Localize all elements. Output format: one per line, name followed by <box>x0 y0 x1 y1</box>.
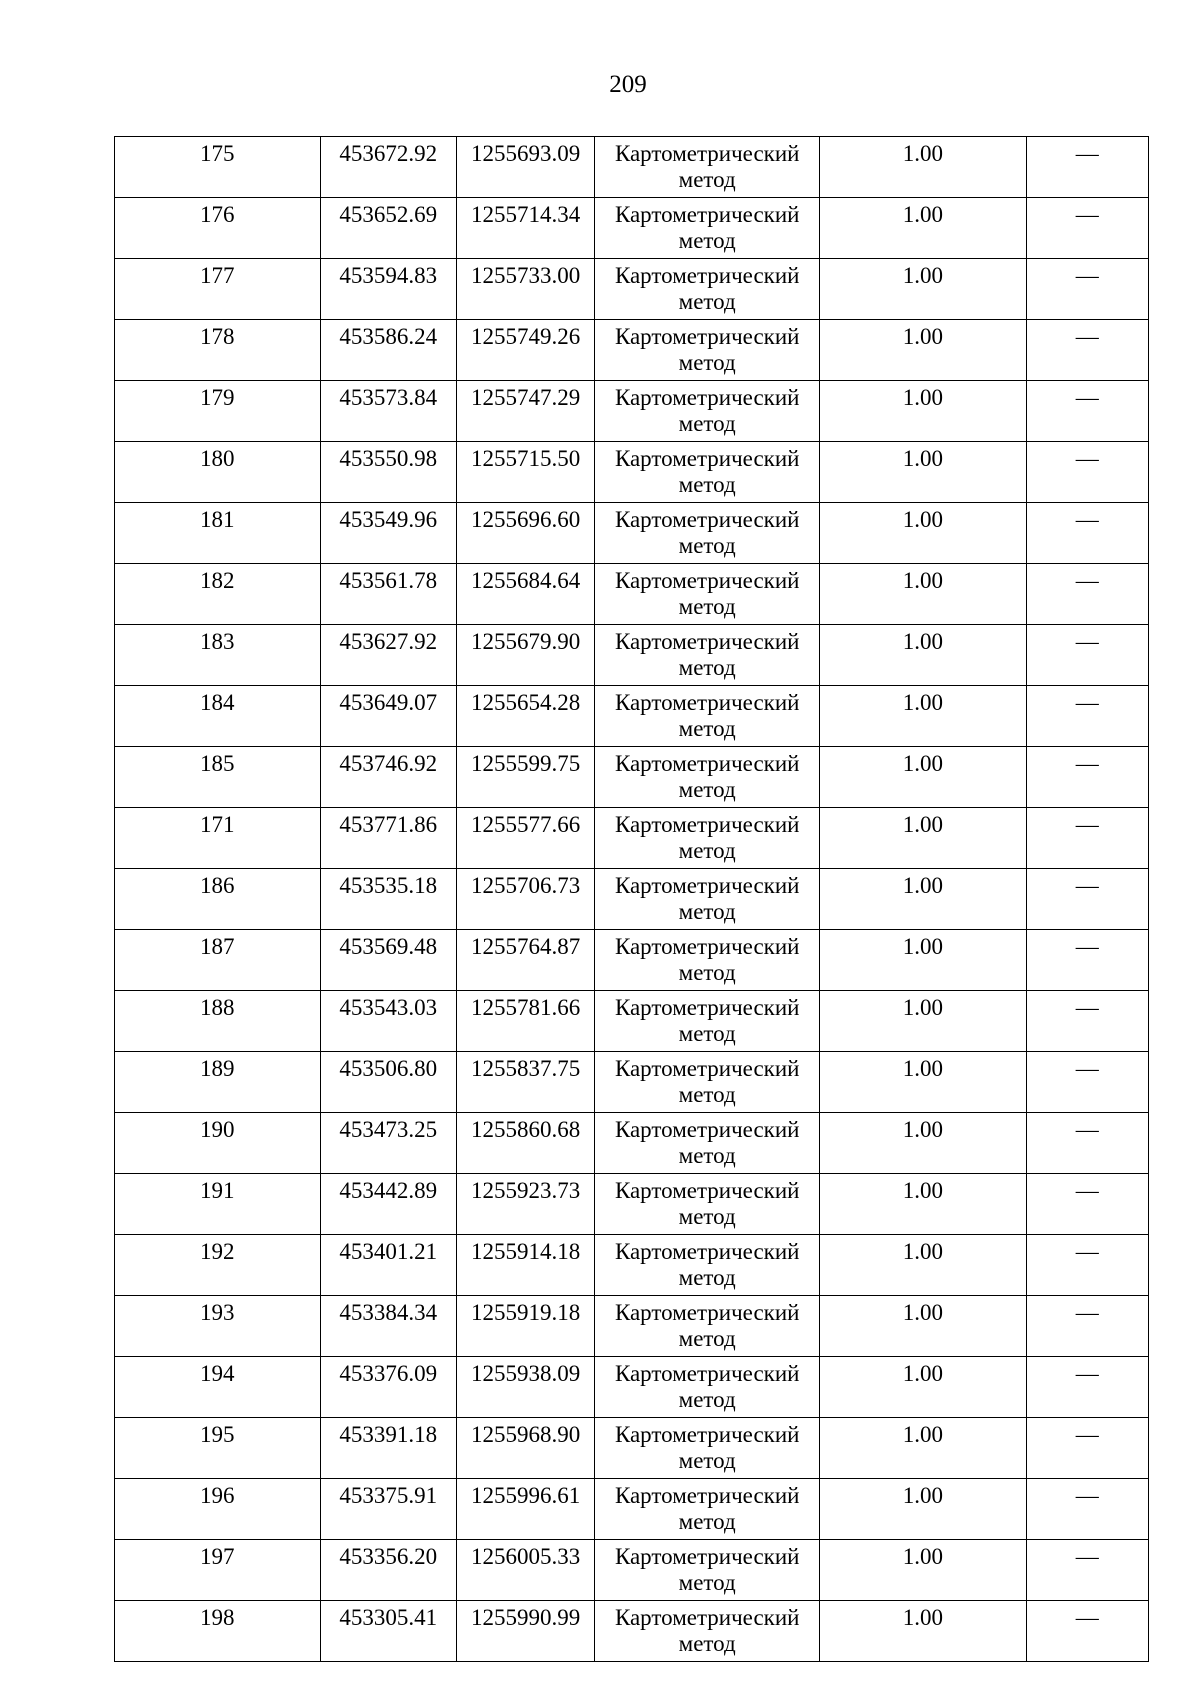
method-cell: Картометрический метод <box>595 1052 820 1113</box>
x-coordinate-cell: 453573.84 <box>320 381 456 442</box>
y-coordinate-cell: 1255837.75 <box>456 1052 594 1113</box>
y-coordinate-cell: 1255693.09 <box>456 137 594 198</box>
x-coordinate-cell: 453586.24 <box>320 320 456 381</box>
x-coordinate-cell: 453672.92 <box>320 137 456 198</box>
note-cell: — <box>1026 747 1148 808</box>
x-coordinate-cell: 453473.25 <box>320 1113 456 1174</box>
accuracy-cell: 1.00 <box>820 320 1027 381</box>
method-cell: Картометрический метод <box>595 1540 820 1601</box>
table-row <box>115 503 1149 564</box>
point-number-cell: 196 <box>115 1479 321 1540</box>
y-coordinate-cell: 1255696.60 <box>456 503 594 564</box>
method-cell: Картометрический метод <box>595 1418 820 1479</box>
method-cell: Картометрический метод <box>595 198 820 259</box>
y-coordinate-cell: 1255599.75 <box>456 747 594 808</box>
table-row <box>115 1174 1149 1235</box>
note-cell: — <box>1026 1479 1148 1540</box>
x-coordinate-cell: 453442.89 <box>320 1174 456 1235</box>
point-number-cell: 187 <box>115 930 321 991</box>
table-row <box>115 1235 1149 1296</box>
x-coordinate-cell: 453594.83 <box>320 259 456 320</box>
table-row <box>115 259 1149 320</box>
note-cell: — <box>1026 930 1148 991</box>
point-number-cell: 191 <box>115 1174 321 1235</box>
table-row <box>115 808 1149 869</box>
y-coordinate-cell: 1255860.68 <box>456 1113 594 1174</box>
x-coordinate-cell: 453561.78 <box>320 564 456 625</box>
table-row <box>115 1296 1149 1357</box>
point-number-cell: 198 <box>115 1601 321 1662</box>
accuracy-cell: 1.00 <box>820 991 1027 1052</box>
x-coordinate-cell: 453649.07 <box>320 686 456 747</box>
x-coordinate-cell: 453746.92 <box>320 747 456 808</box>
point-number-cell: 193 <box>115 1296 321 1357</box>
x-coordinate-cell: 453771.86 <box>320 808 456 869</box>
x-coordinate-cell: 453375.91 <box>320 1479 456 1540</box>
note-cell: — <box>1026 1052 1148 1113</box>
accuracy-cell: 1.00 <box>820 1601 1027 1662</box>
y-coordinate-cell: 1255990.99 <box>456 1601 594 1662</box>
table-body <box>115 137 1149 1662</box>
accuracy-cell: 1.00 <box>820 625 1027 686</box>
y-coordinate-cell: 1255764.87 <box>456 930 594 991</box>
note-cell: — <box>1026 1601 1148 1662</box>
point-number-cell: 192 <box>115 1235 321 1296</box>
method-cell: Картометрический метод <box>595 1601 820 1662</box>
table-row <box>115 747 1149 808</box>
y-coordinate-cell: 1255914.18 <box>456 1235 594 1296</box>
y-coordinate-cell: 1255938.09 <box>456 1357 594 1418</box>
x-coordinate-cell: 453543.03 <box>320 991 456 1052</box>
point-number-cell: 182 <box>115 564 321 625</box>
note-cell: — <box>1026 869 1148 930</box>
table-row <box>115 930 1149 991</box>
coordinates-table <box>114 136 1149 1662</box>
method-cell: Картометрический метод <box>595 808 820 869</box>
accuracy-cell: 1.00 <box>820 1296 1027 1357</box>
accuracy-cell: 1.00 <box>820 808 1027 869</box>
method-cell: Картометрический метод <box>595 1357 820 1418</box>
point-number-cell: 188 <box>115 991 321 1052</box>
point-number-cell: 197 <box>115 1540 321 1601</box>
point-number-cell: 181 <box>115 503 321 564</box>
note-cell: — <box>1026 625 1148 686</box>
x-coordinate-cell: 453627.92 <box>320 625 456 686</box>
point-number-cell: 179 <box>115 381 321 442</box>
y-coordinate-cell: 1255679.90 <box>456 625 594 686</box>
accuracy-cell: 1.00 <box>820 564 1027 625</box>
x-coordinate-cell: 453305.41 <box>320 1601 456 1662</box>
accuracy-cell: 1.00 <box>820 1418 1027 1479</box>
method-cell: Картометрический метод <box>595 1174 820 1235</box>
method-cell: Картометрический метод <box>595 1235 820 1296</box>
table-row <box>115 1540 1149 1601</box>
x-coordinate-cell: 453652.69 <box>320 198 456 259</box>
x-coordinate-cell: 453401.21 <box>320 1235 456 1296</box>
accuracy-cell: 1.00 <box>820 930 1027 991</box>
accuracy-cell: 1.00 <box>820 1540 1027 1601</box>
note-cell: — <box>1026 1235 1148 1296</box>
note-cell: — <box>1026 808 1148 869</box>
y-coordinate-cell: 1256005.33 <box>456 1540 594 1601</box>
accuracy-cell: 1.00 <box>820 1174 1027 1235</box>
method-cell: Картометрический метод <box>595 381 820 442</box>
method-cell: Картометрический метод <box>595 564 820 625</box>
point-number-cell: 184 <box>115 686 321 747</box>
accuracy-cell: 1.00 <box>820 1357 1027 1418</box>
point-number-cell: 189 <box>115 1052 321 1113</box>
table-row <box>115 1357 1149 1418</box>
accuracy-cell: 1.00 <box>820 869 1027 930</box>
method-cell: Картометрический метод <box>595 503 820 564</box>
method-cell: Картометрический метод <box>595 747 820 808</box>
method-cell: Картометрический метод <box>595 259 820 320</box>
point-number-cell: 177 <box>115 259 321 320</box>
note-cell: — <box>1026 1174 1148 1235</box>
accuracy-cell: 1.00 <box>820 198 1027 259</box>
accuracy-cell: 1.00 <box>820 503 1027 564</box>
point-number-cell: 175 <box>115 137 321 198</box>
point-number-cell: 186 <box>115 869 321 930</box>
note-cell: — <box>1026 381 1148 442</box>
table-row <box>115 991 1149 1052</box>
y-coordinate-cell: 1255747.29 <box>456 381 594 442</box>
point-number-cell: 185 <box>115 747 321 808</box>
y-coordinate-cell: 1255714.34 <box>456 198 594 259</box>
method-cell: Картометрический метод <box>595 686 820 747</box>
note-cell: — <box>1026 320 1148 381</box>
point-number-cell: 176 <box>115 198 321 259</box>
table-row <box>115 1052 1149 1113</box>
y-coordinate-cell: 1255996.61 <box>456 1479 594 1540</box>
point-number-cell: 180 <box>115 442 321 503</box>
x-coordinate-cell: 453391.18 <box>320 1418 456 1479</box>
x-coordinate-cell: 453356.20 <box>320 1540 456 1601</box>
table-row <box>115 320 1149 381</box>
x-coordinate-cell: 453550.98 <box>320 442 456 503</box>
point-number-cell: 194 <box>115 1357 321 1418</box>
x-coordinate-cell: 453569.48 <box>320 930 456 991</box>
accuracy-cell: 1.00 <box>820 686 1027 747</box>
accuracy-cell: 1.00 <box>820 259 1027 320</box>
note-cell: — <box>1026 1296 1148 1357</box>
point-number-cell: 190 <box>115 1113 321 1174</box>
table-row <box>115 564 1149 625</box>
accuracy-cell: 1.00 <box>820 442 1027 503</box>
method-cell: Картометрический метод <box>595 1479 820 1540</box>
table-row <box>115 198 1149 259</box>
note-cell: — <box>1026 137 1148 198</box>
y-coordinate-cell: 1255684.64 <box>456 564 594 625</box>
method-cell: Картометрический метод <box>595 320 820 381</box>
note-cell: — <box>1026 686 1148 747</box>
y-coordinate-cell: 1255781.66 <box>456 991 594 1052</box>
accuracy-cell: 1.00 <box>820 747 1027 808</box>
point-number-cell: 178 <box>115 320 321 381</box>
note-cell: — <box>1026 1113 1148 1174</box>
point-number-cell: 183 <box>115 625 321 686</box>
table-row <box>115 442 1149 503</box>
x-coordinate-cell: 453549.96 <box>320 503 456 564</box>
note-cell: — <box>1026 991 1148 1052</box>
y-coordinate-cell: 1255923.73 <box>456 1174 594 1235</box>
note-cell: — <box>1026 564 1148 625</box>
note-cell: — <box>1026 503 1148 564</box>
point-number-cell: 195 <box>115 1418 321 1479</box>
note-cell: — <box>1026 198 1148 259</box>
x-coordinate-cell: 453384.34 <box>320 1296 456 1357</box>
method-cell: Картометрический метод <box>595 991 820 1052</box>
table-row <box>115 1113 1149 1174</box>
method-cell: Картометрический метод <box>595 137 820 198</box>
method-cell: Картометрический метод <box>595 1113 820 1174</box>
y-coordinate-cell: 1255654.28 <box>456 686 594 747</box>
table-row <box>115 1601 1149 1662</box>
method-cell: Картометрический метод <box>595 625 820 686</box>
table-row <box>115 625 1149 686</box>
table-row <box>115 686 1149 747</box>
table-row <box>115 869 1149 930</box>
y-coordinate-cell: 1255733.00 <box>456 259 594 320</box>
table-row <box>115 1418 1149 1479</box>
y-coordinate-cell: 1255968.90 <box>456 1418 594 1479</box>
table-row <box>115 1479 1149 1540</box>
method-cell: Картометрический метод <box>595 930 820 991</box>
y-coordinate-cell: 1255706.73 <box>456 869 594 930</box>
x-coordinate-cell: 453535.18 <box>320 869 456 930</box>
method-cell: Картометрический метод <box>595 442 820 503</box>
accuracy-cell: 1.00 <box>820 1479 1027 1540</box>
page-number: 209 <box>609 71 647 98</box>
note-cell: — <box>1026 259 1148 320</box>
accuracy-cell: 1.00 <box>820 137 1027 198</box>
accuracy-cell: 1.00 <box>820 1113 1027 1174</box>
method-cell: Картометрический метод <box>595 869 820 930</box>
y-coordinate-cell: 1255749.26 <box>456 320 594 381</box>
table-row <box>115 381 1149 442</box>
table-row <box>115 137 1149 198</box>
x-coordinate-cell: 453376.09 <box>320 1357 456 1418</box>
accuracy-cell: 1.00 <box>820 1052 1027 1113</box>
method-cell: Картометрический метод <box>595 1296 820 1357</box>
point-number-cell: 171 <box>115 808 321 869</box>
accuracy-cell: 1.00 <box>820 381 1027 442</box>
x-coordinate-cell: 453506.80 <box>320 1052 456 1113</box>
note-cell: — <box>1026 442 1148 503</box>
note-cell: — <box>1026 1540 1148 1601</box>
y-coordinate-cell: 1255919.18 <box>456 1296 594 1357</box>
note-cell: — <box>1026 1418 1148 1479</box>
y-coordinate-cell: 1255715.50 <box>456 442 594 503</box>
accuracy-cell: 1.00 <box>820 1235 1027 1296</box>
y-coordinate-cell: 1255577.66 <box>456 808 594 869</box>
note-cell: — <box>1026 1357 1148 1418</box>
